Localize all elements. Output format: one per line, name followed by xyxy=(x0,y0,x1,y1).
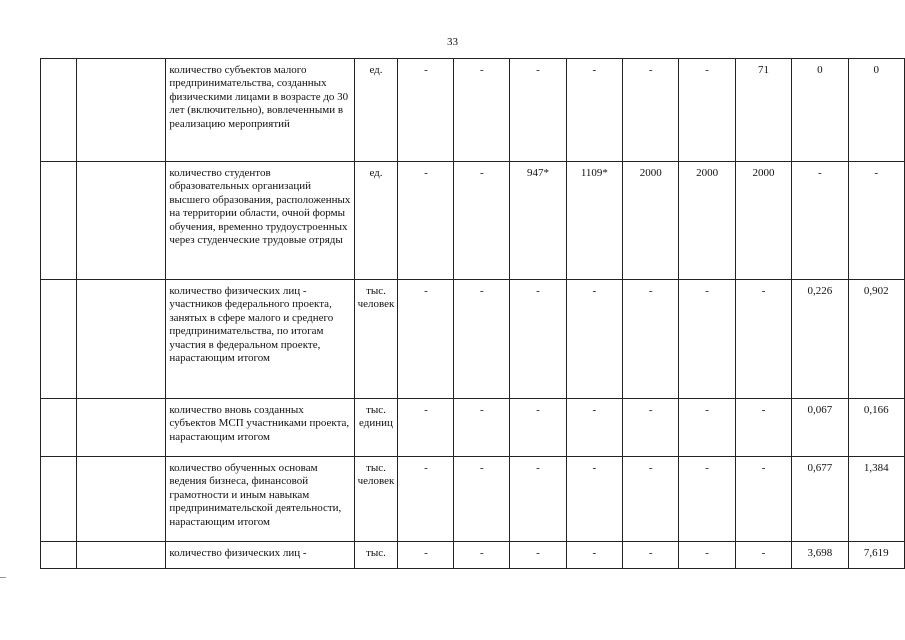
value-cell: - xyxy=(454,399,510,457)
page-number: 33 xyxy=(447,36,458,48)
value-cell: 2000 xyxy=(679,162,735,280)
blank-cell-index xyxy=(41,457,77,542)
unit-of-measure: тыс. человек xyxy=(354,457,398,542)
indicator-description: количество субъектов малого предпринимательства, созданных физическими лицами в возрасте до 30 лет (включительно), вовлеченными в реализацию мероприятий xyxy=(166,59,354,162)
blank-cell-program xyxy=(77,162,166,280)
blank-cell-program xyxy=(77,542,166,569)
value-cell: - xyxy=(566,280,622,399)
blank-cell-index xyxy=(41,162,77,280)
table-row xyxy=(41,542,905,569)
value-cell: 0,166 xyxy=(848,399,904,457)
blank-cell-index xyxy=(41,542,77,569)
blank-cell-index xyxy=(41,59,77,162)
value-cell: - xyxy=(510,280,566,399)
value-cell: - xyxy=(679,542,735,569)
indicator-description: количество обученных основам ведения бизнеса, финансовой грамотности и иным навыкам предпринимательской деятельности, нарастающим итогом xyxy=(166,457,354,542)
blank-cell-program xyxy=(77,280,166,399)
indicator-description: количество физических лиц - участников федерального проекта, занятых в сфере малого и среднего предпринимательства, по итогам участия в федеральном проекте, нарастающим итогом xyxy=(166,280,354,399)
unit-of-measure: тыс. человек xyxy=(354,280,398,399)
value-cell: - xyxy=(679,280,735,399)
unit-of-measure: тыс. единиц xyxy=(354,399,398,457)
unit-of-measure: тыс. xyxy=(354,542,398,569)
value-cell: - xyxy=(510,59,566,162)
indicator-description: количество вновь созданных субъектов МСП участниками проекта, нарастающим итогом xyxy=(166,399,354,457)
value-cell: - xyxy=(679,399,735,457)
indicator-description: количество студентов образовательных организаций высшего образования, расположенных на территории области, очной формы обучения, временно трудоустроенных через студенческие трудовые отряды xyxy=(166,162,354,280)
value-cell: - xyxy=(566,542,622,569)
value-cell: - xyxy=(623,59,679,162)
value-cell: - xyxy=(510,399,566,457)
value-cell: - xyxy=(623,280,679,399)
value-cell: - xyxy=(735,280,791,399)
value-cell: - xyxy=(398,162,454,280)
blank-cell-index xyxy=(41,399,77,457)
blank-cell-program xyxy=(77,399,166,457)
value-cell: - xyxy=(848,162,904,280)
blank-cell-program xyxy=(77,59,166,162)
value-cell: - xyxy=(454,162,510,280)
value-cell: 0,067 xyxy=(792,399,848,457)
value-cell: - xyxy=(623,542,679,569)
value-cell: - xyxy=(679,59,735,162)
blank-cell-program xyxy=(77,457,166,542)
table-row xyxy=(41,59,905,162)
value-cell: 3,698 xyxy=(792,542,848,569)
value-cell: 0,902 xyxy=(848,280,904,399)
table-row xyxy=(41,457,905,542)
value-cell: - xyxy=(454,280,510,399)
value-cell: - xyxy=(566,457,622,542)
value-cell: - xyxy=(735,457,791,542)
value-cell: 0 xyxy=(792,59,848,162)
value-cell: - xyxy=(454,542,510,569)
margin-mark xyxy=(0,577,6,578)
value-cell: 947* xyxy=(510,162,566,280)
unit-of-measure: ед. xyxy=(354,162,398,280)
value-cell: - xyxy=(398,457,454,542)
value-cell: - xyxy=(623,457,679,542)
value-cell: - xyxy=(398,399,454,457)
value-cell: - xyxy=(566,399,622,457)
value-cell: - xyxy=(398,542,454,569)
value-cell: - xyxy=(398,280,454,399)
table-row xyxy=(41,162,905,280)
value-cell: 0,677 xyxy=(792,457,848,542)
value-cell: - xyxy=(792,162,848,280)
value-cell: 2000 xyxy=(623,162,679,280)
value-cell: - xyxy=(735,399,791,457)
indicator-description: количество физических лиц - xyxy=(166,542,354,569)
value-cell: 1109* xyxy=(566,162,622,280)
value-cell: 0 xyxy=(848,59,904,162)
value-cell: - xyxy=(454,457,510,542)
blank-cell-index xyxy=(41,280,77,399)
value-cell: - xyxy=(679,457,735,542)
value-cell: - xyxy=(510,457,566,542)
value-cell: - xyxy=(510,542,566,569)
table-row xyxy=(41,280,905,399)
value-cell: 1,384 xyxy=(848,457,904,542)
value-cell: 0,226 xyxy=(792,280,848,399)
indicators-table xyxy=(40,58,905,569)
table-row xyxy=(41,399,905,457)
value-cell: 71 xyxy=(735,59,791,162)
value-cell: - xyxy=(566,59,622,162)
value-cell: - xyxy=(398,59,454,162)
unit-of-measure: ед. xyxy=(354,59,398,162)
value-cell: - xyxy=(454,59,510,162)
value-cell: 2000 xyxy=(735,162,791,280)
value-cell: - xyxy=(735,542,791,569)
value-cell: 7,619 xyxy=(848,542,904,569)
value-cell: - xyxy=(623,399,679,457)
